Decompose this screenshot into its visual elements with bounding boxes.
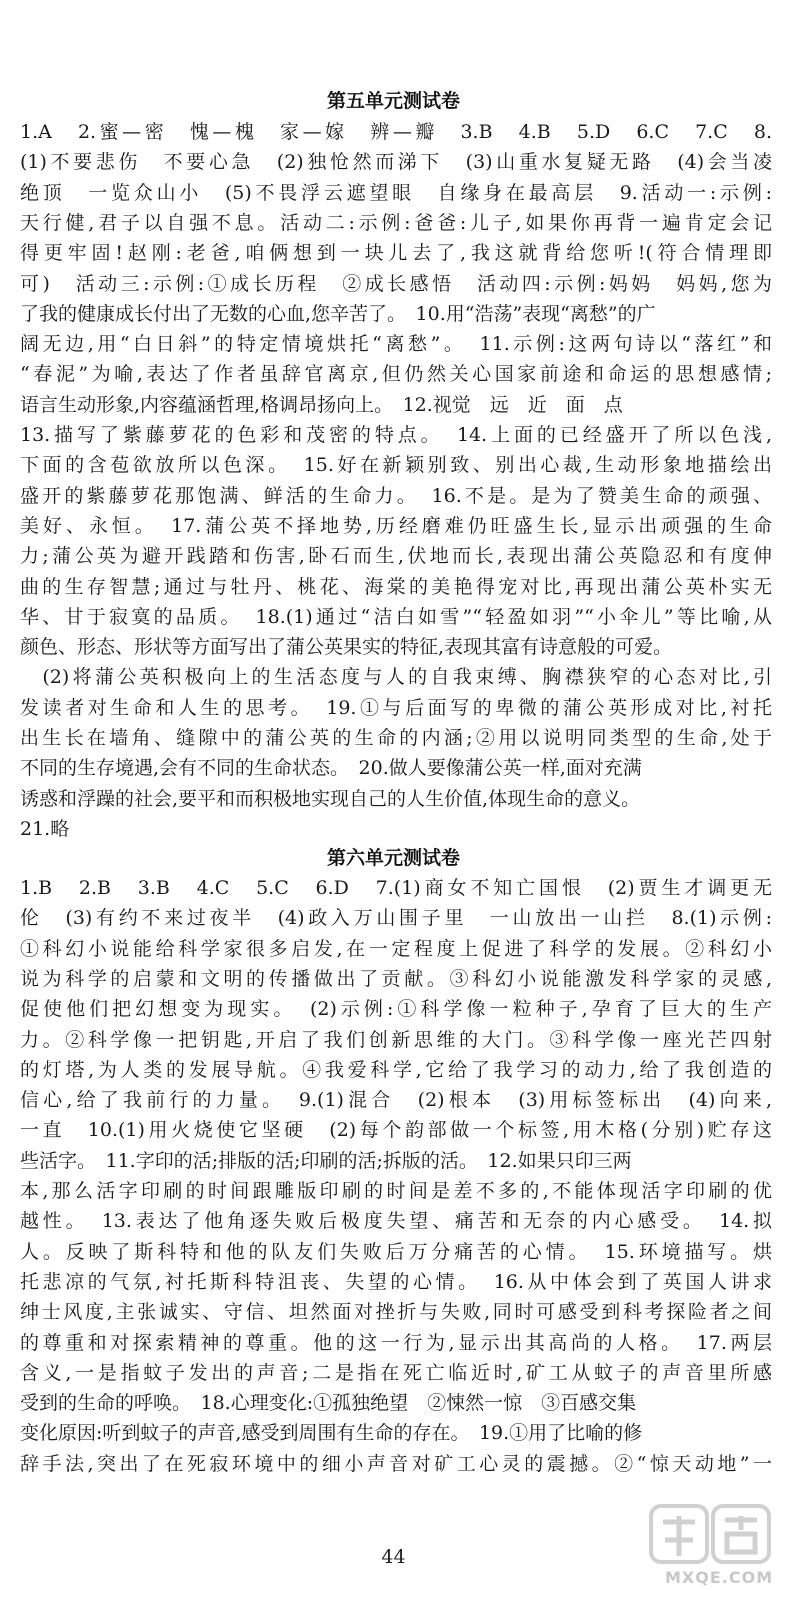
unit6-answer-line: 的灯塔,为人类的发展导航。④我爱科学,它给了我学习的动力,给了我创造的 [20, 1058, 772, 1081]
unit6-answer-line: ①科幻小说能给科学家很多启发,在一定程度上促进了科学的发展。②科幻小 [20, 937, 772, 960]
unit6-answer-line: 人。反映了斯科特和他的队友们失败后万分痛苦的心情。 15.环境描写。烘 [20, 1240, 772, 1263]
unit6-answer-line: 越性。 13.表达了他角逐失败后极度失望、痛苦和无奈的内心感受。 14.拟 [20, 1210, 772, 1233]
unit5-answer-line: 不同的生存境遇,会有不同的生命状态。 20.做人要像蒲公英一样,面对充满 [20, 757, 642, 780]
unit6-answer-line: 促使他们把幻想变为现实。 (2)示例:①科学像一粒种子,孕育了巨大的生产 [20, 998, 772, 1021]
unit5-answer-line: 绝顶 一览众山小 (5)不畏浮云遮望眼 自缘身在最高层 9.活动一:示例: [20, 181, 772, 204]
unit6-answer-line: 1.B 2.B 3.B 4.C 5.C 6.D 7.(1)商女不知亡国恨 (2)贾生才调更无 [20, 877, 772, 899]
unit5-answer-line: 可) 活动三:示例:①成长历程 ②成长感悟 活动四:示例:妈妈 妈妈,您为 [20, 272, 772, 295]
unit5-answer-line: 下面的含苞欲放所以色深。 15.好在新颖别致、别出心裁,生动形象地描绘出 [20, 454, 772, 477]
unit5-answer-line: 颜色、形态、形状等方面写出了蒲公英果实的特征,表现其富有诗意般的可爱。 [20, 636, 673, 659]
unit5-answer-line: 了我的健康成长付出了无数的心血,您辛苦了。 10.用“浩荡”表现“离愁”的广 [20, 302, 656, 325]
unit6-answer-line: 本,那么活字印刷的时间跟雕版印刷的时间是差不多的,不能体现活字印刷的优 [20, 1180, 772, 1202]
unit5-answer-line: 得更牢固!赵刚:老爸,咱俩想到一块儿去了,我这就背给您听!(符合情理即 [20, 242, 772, 265]
unit6-answer-line: 的尊重和对探索精神的尊重。他的这一行为,显示出其高尚的人格。 17.两层 [20, 1331, 772, 1354]
unit5-answer-line: (1)不要悲伤 不要心急 (2)独怆然而涕下 (3)山重水复疑无路 (4)会当凌 [20, 151, 772, 174]
unit5-answer-line: 1.A 2.蜜—密 愧—槐 家—嫁 辨—瓣 3.B 4.B 5.D 6.C 7.C 8. [20, 121, 772, 143]
unit5-answer-line: 13.描写了紫藤萝花的色彩和茂密的特点。 14.上面的已经盛开了所以色浅, [20, 424, 772, 446]
unit6-answer-line: 托悲凉的气氛,衬托斯科特沮丧、失望的心情。 16.从中体会到了英国人讲求 [20, 1270, 772, 1293]
unit6-answer-line: 含义,一是指蚊子发出的声音;二是指在死亡临近时,矿工从蚊子的声音里所感 [20, 1361, 772, 1384]
unit6-answer-line: 变化原因:听到蚊子的声音,感受到周围有生命的存在。 19.①用了比喻的修 [20, 1422, 643, 1445]
unit5-title: 第五单元测试卷 [326, 90, 460, 112]
unit6-answer-line: 信心,给了我前行的力量。 9.(1)混合 (2)根本 (3)用标签标出 (4)向来, [20, 1089, 772, 1112]
unit6-answer-line: 些活字。 11.字印的活;排版的活;印刷的活;拆版的活。 12.如果只印三两 [20, 1149, 632, 1172]
unit5-answer-line: 21.略 [20, 817, 70, 840]
unit5-answer-line: (2)将蒲公英积极向上的生活态度与人的自我束缚、胸襟狭窄的心态对比,引 [20, 666, 772, 689]
unit5-answer-line: 诱惑和浮躁的社会,要平和而积极地实现自己的人生价值,体现生命的意义。 [20, 787, 641, 810]
unit6-answer-line: 绅士风度,主张诚实、守信、坦然面对挫折与失败,同时可感受到科考探险者之间 [20, 1301, 772, 1324]
watermark-stamp-icon [647, 1500, 777, 1570]
unit5-answer-line: 发读者对生命和人生的思考。 19.①与后面写的卑微的蒲公英形成对比,衬托 [20, 696, 772, 719]
unit5-answer-line: 天行健,君子以自强不息。活动二:示例:爸爸:儿子,如果你再背一遍肯定会记 [20, 211, 772, 234]
unit5-answer-line: 美好、永恒。 17.蒲公英不择地势,历经磨难仍旺盛生长,显示出顽强的生命 [20, 514, 772, 537]
unit5-answer-line: 出生长在墙角、缝隙中的蒲公英的生命的内涵;②用以说明同类型的生命,处于 [20, 727, 772, 749]
watermark-logo [647, 1500, 777, 1595]
watermark-text: MXQE.COM [665, 1568, 774, 1587]
unit6-answer-line: 一直 10.(1)用火烧使它坚硬 (2)每个韵部做一个标签,用木格(分别)贮存这 [20, 1119, 772, 1142]
unit6-answer-line: 辞手法,突出了在死寂环境中的细小声音对矿工心灵的震撼。②“惊天动地”一 [20, 1452, 772, 1475]
unit6-answer-line: 说为科学的启蒙和文明的传播做出了贡献。③科幻小说能激发科学家的灵感, [20, 967, 772, 990]
unit5-answer-line: 语言生动形象,内容蕴涵哲理,格调昂扬向上。 12.视觉 远 近 面 点 [20, 393, 623, 416]
unit5-answer-line: 华、甘于寂寞的品质。 18.(1)通过“洁白如雪”“轻盈如羽”“小伞儿”等比喻,从 [20, 605, 772, 628]
unit5-answer-line: 力;蒲公英为避开践踏和伤害,卧石而生,伏地而长,表现出蒲公英隐忍和有度伸 [20, 545, 772, 568]
unit6-answer-line: 受到的生命的呼唤。 18.心理变化:①孤独绝望 ②悚然一惊 ③百感交集 [20, 1392, 637, 1415]
page-number: 44 [381, 1546, 406, 1568]
unit5-answer-line: 盛开的紫藤萝花那饱满、鲜活的生命力。 16.不是。是为了赞美生命的顽强、 [20, 484, 772, 507]
unit5-answer-line: 阔无边,用“白日斜”的特定情境烘托“离愁”。 11.示例:这两句诗以“落红”和 [20, 333, 772, 356]
unit6-answer-line: 伦 (3)有约不来过夜半 (4)政入万山围子里 一山放出一山拦 8.(1)示例: [20, 907, 772, 930]
unit6-answer-line: 力。②科学像一把钥匙,开启了我们创新思维的大门。③科学像一座光芒四射 [20, 1028, 772, 1051]
unit6-title: 第六单元测试卷 [326, 847, 460, 869]
unit5-answer-line: 曲的生存智慧;通过与牡丹、桃花、海棠的美艳得宠对比,再现出蒲公英朴实无 [20, 575, 772, 598]
unit5-answer-line: “春泥”为喻,表达了作者虽辞官离京,但仍然关心国家前途和命运的思想感情; [20, 363, 772, 386]
